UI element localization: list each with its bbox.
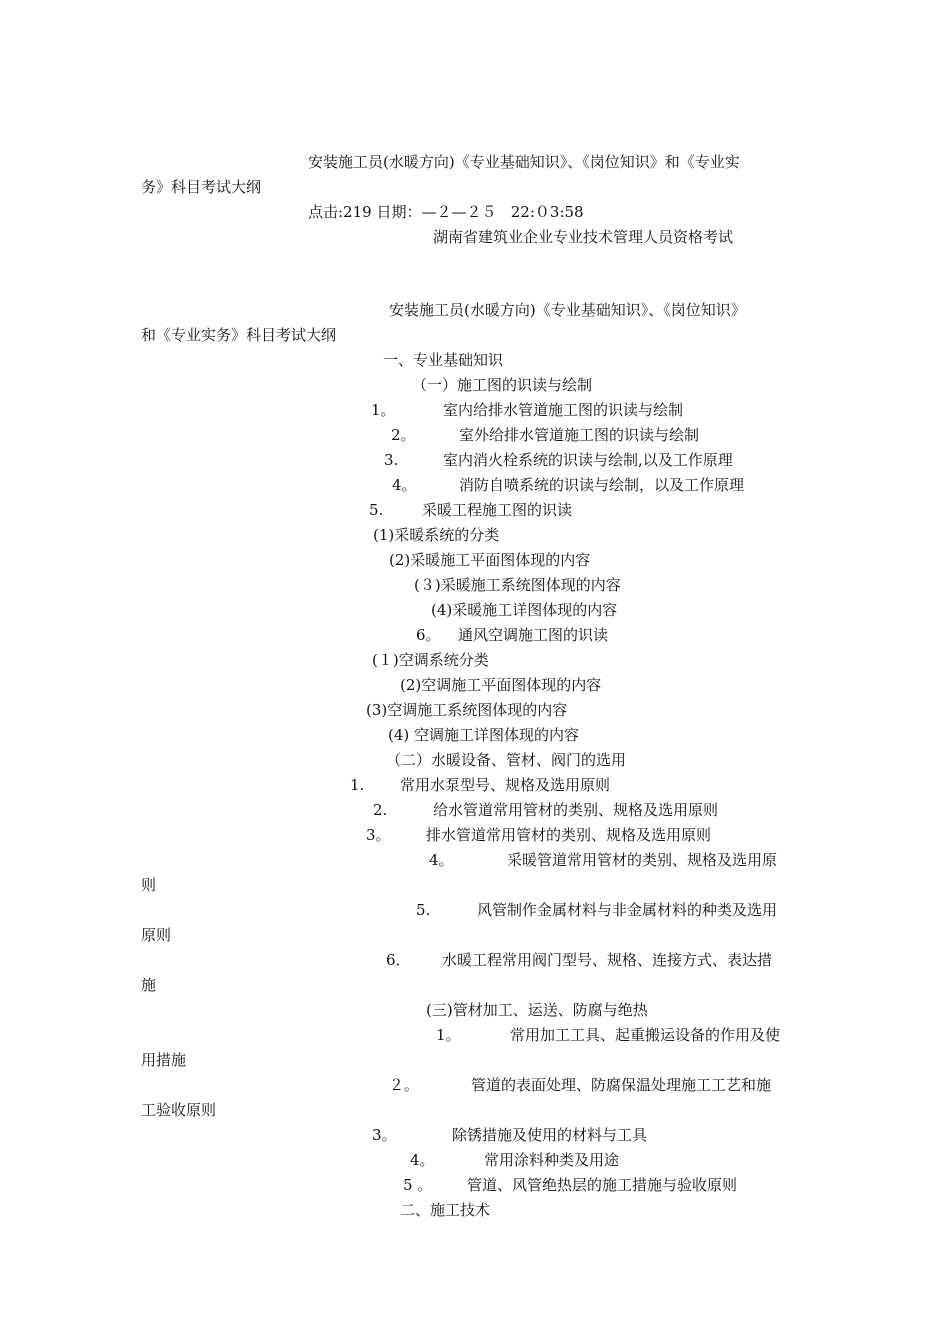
item-text-continued: 施 xyxy=(141,976,157,994)
item-text: 常用涂料种类及用途 xyxy=(484,1151,620,1169)
item-text: 管道、风管绝热层的施工措施与验收原则 xyxy=(467,1176,738,1194)
item-number: 3。 xyxy=(372,1126,397,1144)
sub-item: (3)空调施工系统图体现的内容 xyxy=(366,701,568,719)
section-heading: 一、专业基础知识 xyxy=(383,351,504,369)
sub-item: (３)采暖施工系统图体现的内容 xyxy=(414,576,621,594)
item-text-continued: 则 xyxy=(141,876,157,894)
item-text: 管道的表面处理、防腐保温处理施工工艺和施 xyxy=(471,1076,772,1094)
item-text: 除锈措施及使用的材料与工具 xyxy=(452,1126,648,1144)
item-number: 5. xyxy=(416,901,431,919)
header-title-line1: 安装施工员(水暖方向)《专业基础知识》、《岗位知识》和《专业实 xyxy=(308,153,740,171)
doc-title-line2: 和《专业实务》科目考试大纲 xyxy=(141,326,337,344)
item-text: 水暖工程常用阀门型号、规格、连接方式、表达措 xyxy=(442,951,773,969)
item-number: 3. xyxy=(384,451,399,469)
item-text: 采暖管道常用管材的类别、规格及选用原 xyxy=(507,851,778,869)
item-text: 通风空调施工图的识读 xyxy=(458,626,609,644)
item-number: 5. xyxy=(369,501,384,519)
section-heading: 二、施工技术 xyxy=(400,1201,491,1219)
item-number: 4。 xyxy=(429,851,454,869)
item-text: 消防自喷系统的识读与绘制，以及工作原理 xyxy=(459,476,745,494)
item-text: 室外给排水管道施工图的识读与绘制 xyxy=(459,426,700,444)
item-number: 1。 xyxy=(371,401,396,419)
item-text: 室内给排水管道施工图的识读与绘制 xyxy=(443,401,684,419)
sub-item: (１)空调系统分类 xyxy=(372,651,489,669)
item-text: 采暖工程施工图的识读 xyxy=(422,501,573,519)
item-text-continued: 工验收原则 xyxy=(141,1101,217,1119)
item-text: 给水管道常用管材的类别、规格及选用原则 xyxy=(433,801,719,819)
subsection-heading: （二）水暖设备、管材、阀门的选用 xyxy=(386,751,627,769)
item-text-continued: 原则 xyxy=(141,926,172,944)
item-number: 1. xyxy=(350,776,365,794)
item-number: ２。 xyxy=(389,1076,420,1094)
item-number: 4。 xyxy=(392,476,417,494)
doc-title-line1: 安装施工员(水暖方向)《专业基础知识》、《岗位知识》 xyxy=(389,301,746,319)
item-number: 2。 xyxy=(391,426,416,444)
item-text: 排水管道常用管材的类别、规格及选用原则 xyxy=(426,826,712,844)
item-text: 室内消火栓系统的识读与绘制,以及工作原理 xyxy=(443,451,733,469)
item-text: 风管制作金属材料与非金属材料的种类及选用 xyxy=(477,901,778,919)
item-text: 常用水泵型号、规格及选用原则 xyxy=(400,776,611,794)
sub-item: (4) 空调施工详图体现的内容 xyxy=(388,726,580,744)
sub-item: (4)采暖施工详图体现的内容 xyxy=(431,601,618,619)
subsection-heading: (三)管材加工、运送、防腐与绝热 xyxy=(426,1001,648,1019)
subsection-heading: （一）施工图的识读与绘制 xyxy=(412,376,593,394)
item-number: 2. xyxy=(373,801,388,819)
item-text-continued: 用措施 xyxy=(141,1051,187,1069)
header-meta: 点击:219 日期：—２—２５ 22:０3:58 xyxy=(308,203,584,221)
item-number: 4。 xyxy=(410,1151,435,1169)
item-number: 6． xyxy=(386,951,411,969)
item-number: 5 。 xyxy=(403,1176,433,1194)
item-number: 1。 xyxy=(436,1026,461,1044)
sub-item: (1)采暖系统的分类 xyxy=(373,526,500,544)
sub-item: (2)空调施工平面图体现的内容 xyxy=(400,676,602,694)
header-org: 湖南省建筑业企业专业技术管理人员资格考试 xyxy=(433,228,734,246)
item-number: 3。 xyxy=(366,826,391,844)
header-title-line2: 务》科目考试大纲 xyxy=(141,178,262,196)
item-number: 6。 xyxy=(416,626,441,644)
item-text: 常用加工工具、起重搬运设备的作用及使 xyxy=(510,1026,781,1044)
sub-item: (2)采暖施工平面图体现的内容 xyxy=(389,551,591,569)
